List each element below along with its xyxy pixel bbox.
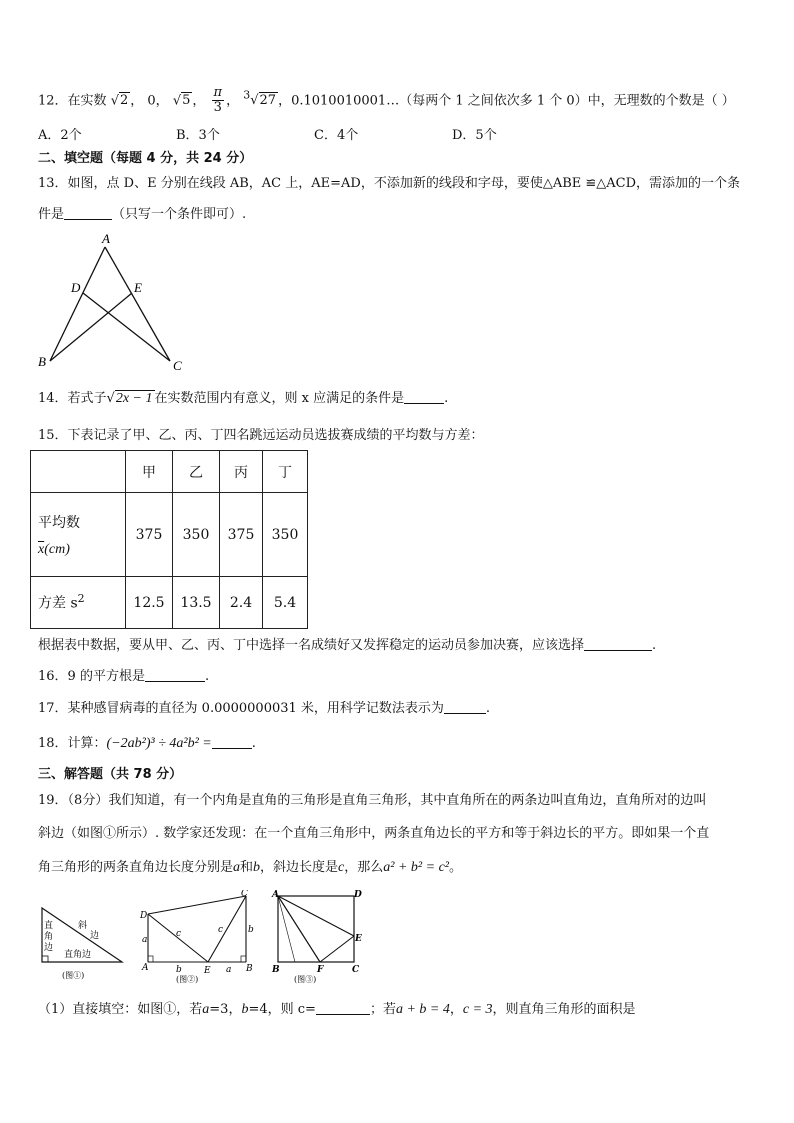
q19-figure-3 (268, 886, 368, 986)
q17-answer-blank[interactable] (444, 700, 486, 714)
q12-option-c[interactable]: C．4个 (314, 128, 359, 143)
label-d: D (71, 280, 81, 295)
svg-text:C: C (352, 965, 360, 975)
q15-score-table (30, 450, 308, 629)
cell-mean-bing: 375 (220, 493, 263, 577)
segment-be (50, 293, 132, 361)
q15-intro: 15．下表记录了甲、乙、丙、丁四名跳远运动员选拔赛成绩的平均数与方差： (38, 428, 484, 443)
q13-line2: 件是 （只写一个条件即可）. (38, 207, 247, 222)
svg-text:角: 角 (44, 932, 54, 942)
cell-var-yi: 13.5 (173, 577, 220, 629)
q16-stem: 16．9 的平方根是 . (38, 669, 210, 684)
label-c: C (173, 358, 182, 373)
q14-stem: 14．若式子√2x − 1 在实数范围内有意义，则 x 应满足的条件是 . (38, 391, 449, 406)
svg-text:A: A (272, 890, 279, 900)
q12-option-d[interactable]: D．5个 (452, 128, 497, 143)
header-empty (31, 451, 126, 493)
svg-text:E: E (204, 966, 211, 976)
header-yi: 乙 (173, 451, 220, 493)
q13-answer-blank[interactable] (64, 206, 112, 220)
table-header-row (31, 451, 308, 493)
q19-line3: 角三角形的两条直角边长度分别是a和b，斜边长度是c，那么a² + b² = c²。 (38, 860, 462, 875)
q13-line1: 13．如图，点 D、E 分别在线段 AB，AC 上，AE=AD，不添加新的线段和字母，要使△ABE ≌△ACD，需添加的一个条 (38, 176, 741, 191)
q19-c-blank[interactable] (316, 1001, 370, 1015)
row-variance-label: 方差 $s^2$ (31, 577, 126, 629)
svg-text:E: E (355, 934, 362, 944)
q12-option-a[interactable]: A．2个 (38, 128, 82, 143)
svg-text:C: C (241, 890, 248, 899)
sqrt-2x-1: √2x − 1 (106, 391, 153, 406)
row-mean-label: 平均数 $\overline{x}(cm)$ (31, 493, 126, 577)
q16-answer-blank[interactable] (145, 668, 205, 682)
q19-figure-1 (38, 900, 128, 985)
q13-triangle-figure (30, 230, 200, 375)
q18-answer-blank[interactable] (212, 735, 252, 749)
fig1-caption: (图①) (62, 971, 85, 980)
pi-over-3: $\frac{\pi}{3}$ (213, 85, 223, 116)
svg-text:A: A (142, 963, 149, 973)
sqrt-2: √2 (110, 93, 129, 109)
svg-text:F: F (317, 965, 324, 975)
cell-var-ding: 5.4 (263, 577, 308, 629)
section-3-heading: 三、解答题（共 78 分） (38, 767, 183, 782)
svg-text:斜: 斜 (78, 921, 88, 931)
fig2-caption: (图②) (176, 975, 199, 984)
cell-var-bing: 2.4 (220, 577, 263, 629)
svg-text:B: B (272, 965, 280, 975)
header-bing: 丙 (220, 451, 263, 493)
table-row-variance (31, 577, 308, 629)
section-2-heading: 二、填空题（每题 4 分，共 24 分） (38, 151, 253, 166)
svg-text:c: c (218, 925, 224, 935)
label-e: E (134, 280, 142, 295)
header-ding: 丁 (263, 451, 308, 493)
svg-text:直: 直 (44, 921, 54, 931)
svg-text:a: a (142, 935, 148, 945)
table-row-mean (31, 493, 308, 577)
q12-option-b[interactable]: B．3个 (176, 128, 220, 143)
svg-text:D: D (354, 890, 362, 900)
fig3-caption: (图③) (294, 975, 317, 984)
q18-stem: 18．计算：(−2ab²)³ ÷ 4a²b² = . (38, 736, 256, 751)
cell-mean-ding: 350 (263, 493, 308, 577)
q15-answer-blank[interactable] (584, 637, 652, 651)
q19-part1: （1）直接填空：如图①，若a=3，b=4，则 c= ；若a + b = 4，c = 3，则直角三角形的面积是 (38, 1002, 636, 1017)
q15-question: 根据表中数据，要从甲、乙、丙、丁中选择一名成绩好又发挥稳定的运动员参加决赛，应该选择 . (38, 638, 657, 653)
cell-var-jia: 12.5 (126, 577, 173, 629)
cell-mean-yi: 350 (173, 493, 220, 577)
header-jia: 甲 (126, 451, 173, 493)
svg-text:b: b (248, 925, 254, 935)
svg-text:D: D (140, 911, 148, 921)
svg-text:b: b (176, 965, 182, 975)
sqrt-5: √5 (172, 93, 191, 109)
q19-line1: 19．（8分）我们知道，有一个内角是直角的三角形是直角三角形，其中直角所在的两条边叫直角边，直角所对的边叫 (38, 793, 707, 808)
svg-text:边: 边 (44, 943, 54, 953)
svg-text:c: c (176, 929, 182, 939)
q12-stem: 12．在实数 √2 ， 0， √5 ， $\frac{\pi}{3}$ ， $^3$√27 ，0.1010010001…（每两个 1 之间依次多 1 个 0）中，无理数的个数是（ ） (38, 85, 735, 116)
svg-text:B: B (246, 964, 253, 974)
q17-stem: 17．某种感冒病毒的直径为 0.0000000031 米，用科学记数法表示为 . (38, 701, 491, 716)
segment-ac (105, 247, 170, 361)
svg-text:直角边: 直角边 (64, 950, 92, 960)
cbrt-27: $^3$√27 (243, 89, 277, 109)
svg-text:边: 边 (90, 931, 100, 941)
label-a: A (102, 231, 110, 246)
label-b: B (38, 354, 46, 369)
q19-figure-2 (138, 890, 260, 985)
q14-answer-blank[interactable] (404, 390, 444, 404)
svg-text:a: a (226, 965, 232, 975)
segment-dc (83, 293, 170, 361)
cell-mean-jia: 375 (126, 493, 173, 577)
q19-line2: 斜边（如图①所示）. 数学家还发现：在一个直角三角形中，两条直角边长的平方和等于斜边长的平方。即如果一个直 (38, 826, 710, 841)
